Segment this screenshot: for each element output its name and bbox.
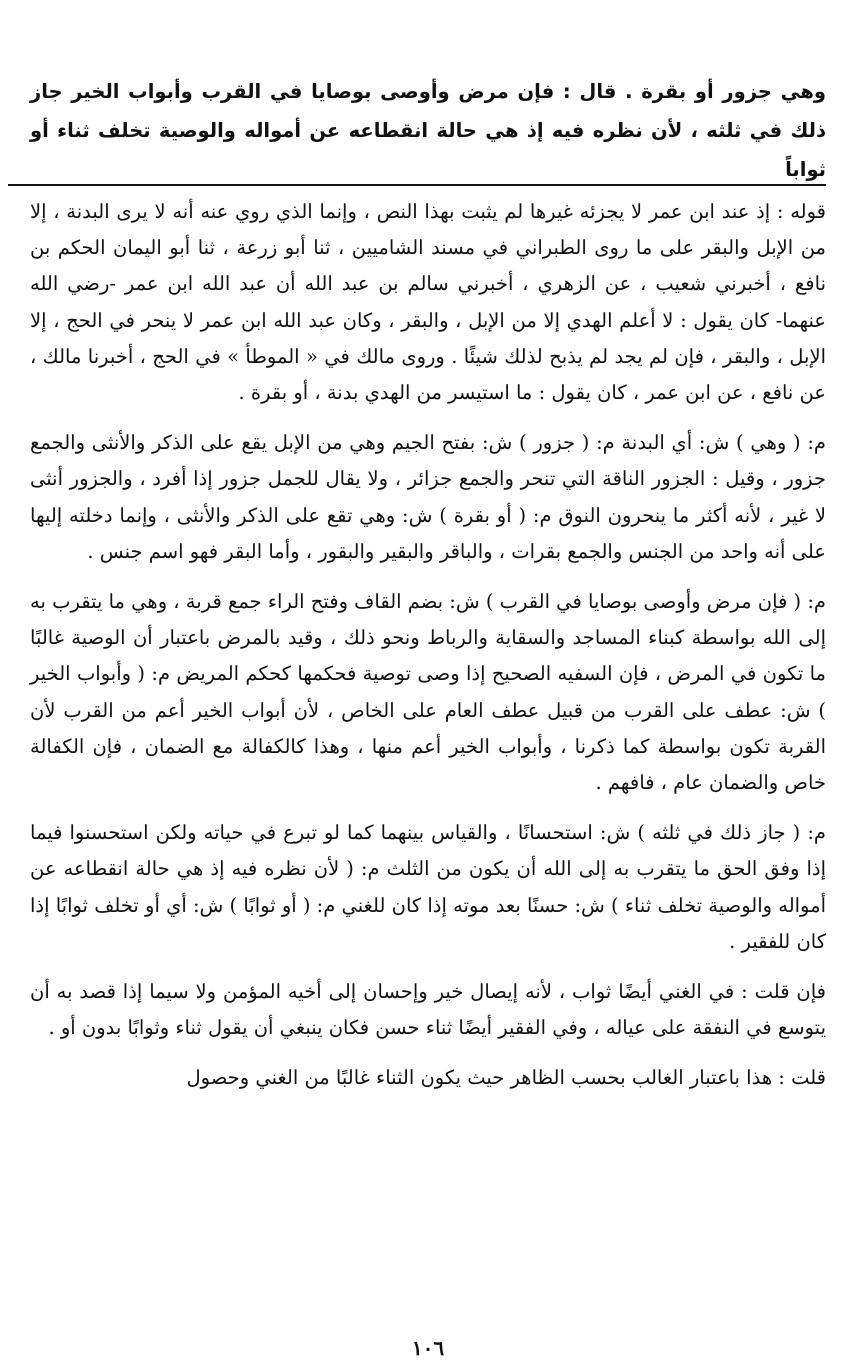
paragraph-5: فإن قلت : في الغني أيضًا ثواب ، لأنه إيصال خير وإحسان إلى أخيه المؤمن ولا سيما إذا قصد به أن يتوسع في النفقة على عياله ، وفي الفقير أيضًا ثناء حسن فكان ينبغي أن يقول ثناء وثوابًا بدون أو . — [30, 980, 826, 1040]
paragraph-2: م: ( وهي ) ش: أي البدنة م: ( جزور ) ش: بفتح الجيم وهي من الإبل يقع على الذكر والأنثى والجمع جزور ، وقيل : الجزور الناقة التي تنحر والجمع جزائر ، ولا يقال للجمل جزور إذا أفرد ، والجزور أنثى لا غير ، لأنه أكثر ما ينحرون النوق م: ( أو بقرة ) ش: وهي تقع على الذكر والأنثى ، وإنما دخلته إليها على أنه واحد من الجنس والجمع بقرات ، والباقر والبقير والبقور ، وأما البقر فهو اسم جنس . — [30, 431, 826, 563]
paragraph-3: م: ( فإن مرض وأوصى بوصايا في القرب ) ش: بضم القاف وفتح الراء جمع قربة ، وهي ما يتقرب به إلى الله بواسطة كبناء المساجد والسقاية والرباط ونحو ذلك ، وقيد بالمرض باعتبار أن الوصية غالبًا ما تكون في المرض ، فإن السفيه الصحيح إذا وصى توصية فحكمها كحكم المريض م: ( وأبواب الخير ) ش: عطف على القرب من قبيل عطف العام على الخاص ، لأن أبواب الخير أعم من القرب لأن القربة تكون بواسطة كما ذكرنا ، وأبواب الخير أعم منها ، وهذا كالكفالة مع الضمان ، فإن الكفالة خاص والضمان عام ، فافهم . — [30, 590, 826, 795]
separator-line — [8, 184, 826, 186]
paragraph-4: م: ( جاز ذلك في ثلثه ) ش: استحسانًا ، والقياس بينهما كما لو تبرع في حياته ولكن استحسنوا فيما إذا وفق الحق ما يتقرب به إلى الله أن يكون من الثلث م: ( لأن نظره فيه إذ هي حالة انقطاعه عن أمواله والوصية تخلف ثناء ) ش: حسنًا بعد موته إذا كان للغني م: ( أو ثوابًا ) ش: أي أو تخلف ثوابًا إذا كان للفقير . — [29, 821, 826, 953]
page — [30, 0, 826, 1372]
commentary — [30, 194, 826, 1097]
paragraph-6: قلت : هذا باعتبار الغالب بحسب الظاهر حيث يكون الثناء غالبًا من الغني وحصول — [186, 1066, 826, 1090]
paragraph-1: قوله : إذ عند ابن عمر لا يجزئه غيرها لم يثبت بهذا النص ، وإنما الذي روي عنه أنه لا يرى البدنة ، إلا من الإبل والبقر على ما روى الطبراني في مسند الشاميين ، ثنا أبو زرعة ، ثنا أبو اليمان الحكم بن نافع ، أخبرني شعيب ، عن الزهري ، أخبرني سالم بن عبد الله أن عبد الله ابن عمر -رضي الله عنهما- كان يقول : لا أعلم الهدي إلا من الإبل ، والبقر ، وكان عبد الله ابن عمر لا ينحر في الحج ، إلا الإبل ، والبقر ، فإن لم يجد لم يذبح لذلك شيئًا . وروى مالك في « الموطأ » في الحج ، أخبرنا مالك ، عن نافع ، عن ابن عمر ، كان يقول : ما استيسر من الهدي بدنة ، أو بقرة . — [30, 200, 826, 405]
matn-text: وهي جزور أو بقرة . قال : فإن مرض وأوصى بوصايا في القرب وأبواب الخير جاز ذلك في ثلثه ، لأن نظره فيه إذ هي حالة انقطاعه عن أمواله والوصية تخلف ثناء أو ثواباً — [30, 80, 826, 181]
page-number: ١٠٦ — [411, 1336, 445, 1360]
